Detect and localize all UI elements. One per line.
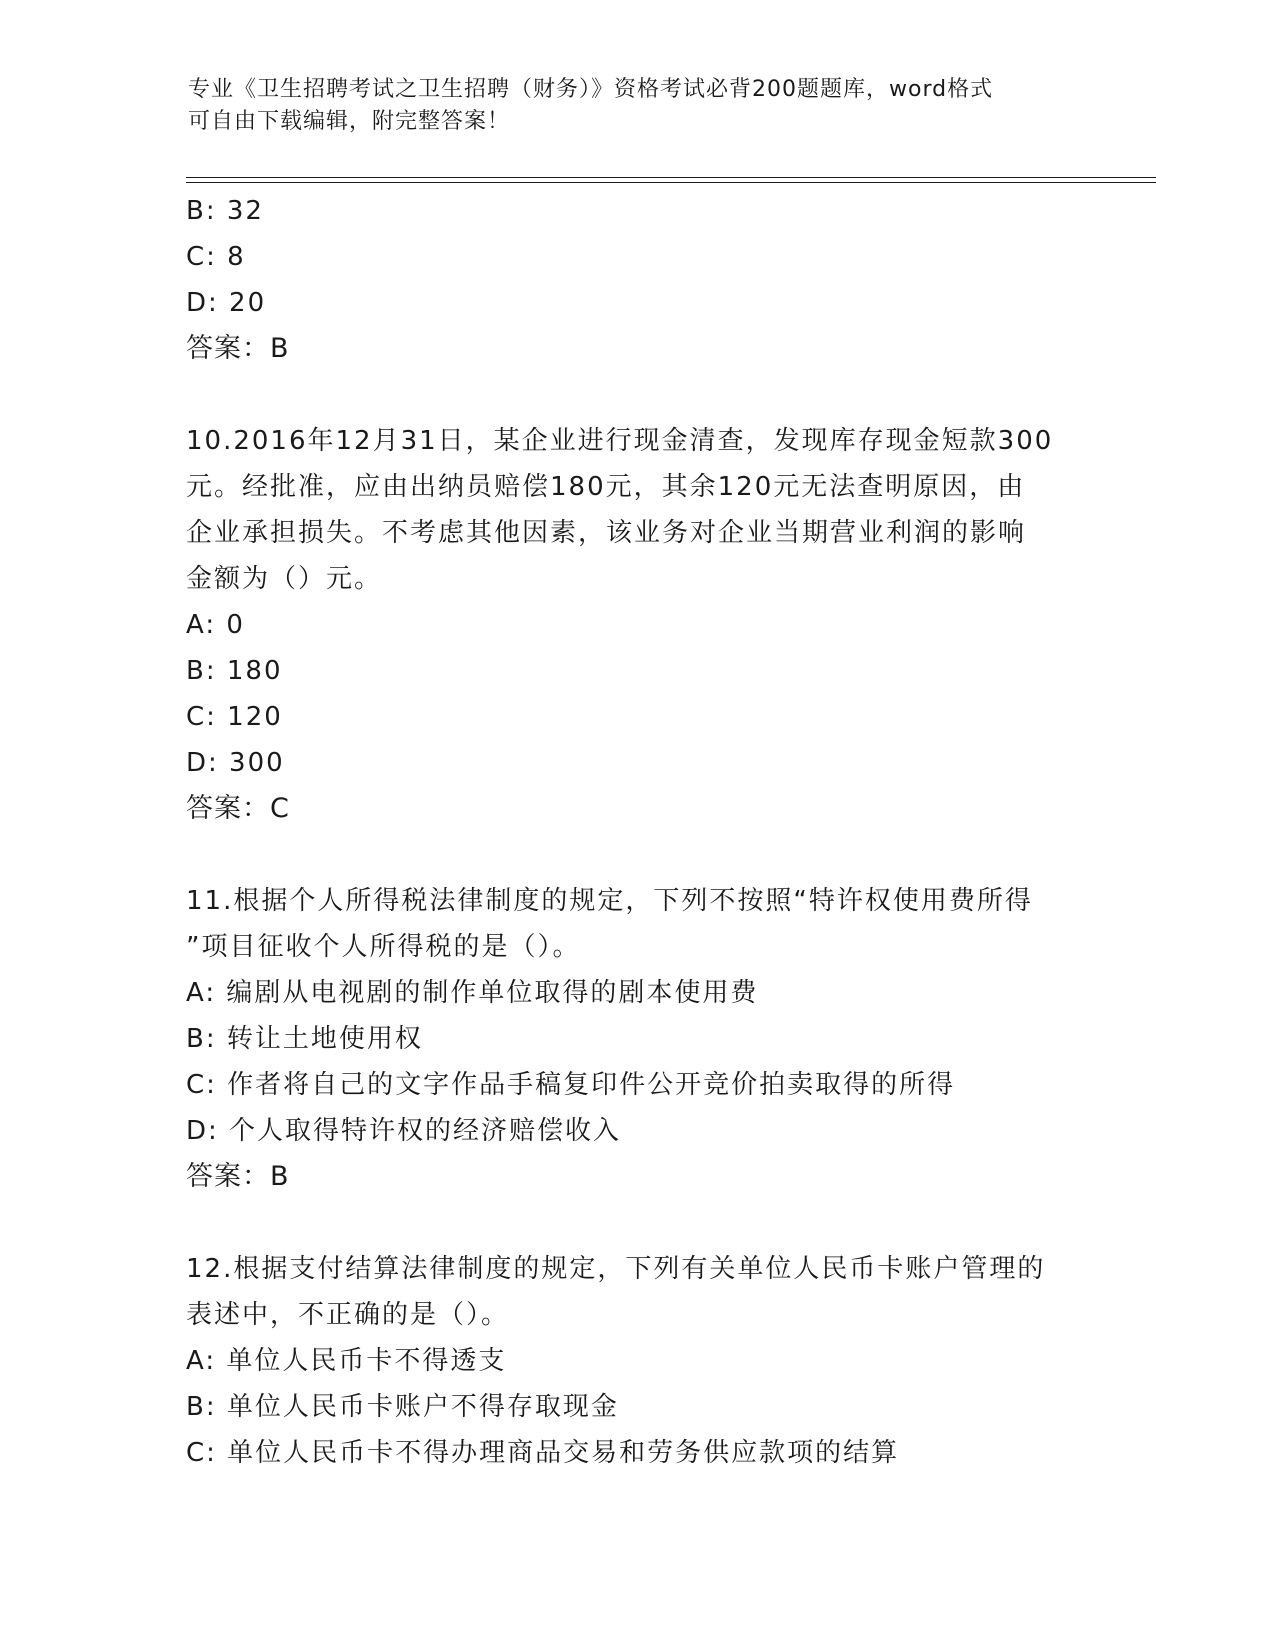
question-text-line: 12.根据支付结算法律制度的规定，下列有关单位人民币卡账户管理的 [186, 1254, 1046, 1284]
option-b: B: 180 [186, 656, 283, 686]
answer-line: 答案：C [186, 793, 290, 824]
question-text-line: 金额为（）元。 [186, 564, 383, 594]
header-rule-bottom [186, 182, 1156, 183]
option-b: B: 转让土地使用权 [186, 1024, 423, 1054]
option-d: D: 20 [186, 288, 267, 318]
question-12 [186, 1246, 1086, 1476]
option-d: D: 300 [186, 748, 285, 778]
spacer [186, 1200, 1086, 1246]
option-a: A: 0 [186, 610, 245, 640]
document-body [186, 188, 1086, 1476]
spacer [186, 372, 1086, 418]
question-11 [186, 878, 1086, 1200]
option-a: A: 编剧从电视剧的制作单位取得的剧本使用费 [186, 978, 759, 1008]
question-text-line: 元。经批准，应由出纳员赔偿180元，其余120元无法查明原因，由 [186, 472, 1026, 502]
option-d: D: 个人取得特许权的经济赔偿收入 [186, 1116, 622, 1146]
option-b: B: 单位人民币卡账户不得存取现金 [186, 1392, 619, 1422]
answer-line: 答案：B [186, 1161, 290, 1192]
header-line-2: 可自由下载编辑，附完整答案！ [188, 109, 511, 134]
option-c: C: 120 [186, 702, 283, 732]
answer-line: 答案：B [186, 333, 290, 364]
spacer [186, 832, 1086, 878]
question-text-line: 11.根据个人所得税法律制度的规定，下列不按照“特许权使用费所得 [186, 886, 1033, 916]
option-c: C: 8 [186, 242, 246, 272]
option-b: B: 32 [186, 196, 264, 226]
question-text-line: ”项目征收个人所得税的是（）。 [186, 932, 581, 962]
question-10 [186, 418, 1086, 832]
header-line-1: 专业《卫生招聘考试之卫生招聘（财务）》资格考试必背200题题库，word格式 [188, 77, 994, 102]
option-a: A: 单位人民币卡不得透支 [186, 1346, 507, 1376]
question-9-continued [186, 188, 1086, 372]
question-text-line: 10.2016年12月31日，某企业进行现金清查，发现库存现金短款300 [186, 426, 1054, 456]
document-header [188, 74, 1088, 138]
question-text-line: 表述中，不正确的是（）。 [186, 1300, 510, 1330]
option-c: C: 作者将自己的文字作品手稿复印件公开竞价拍卖取得的所得 [186, 1070, 956, 1100]
option-c: C: 单位人民币卡不得办理商品交易和劳务供应款项的结算 [186, 1438, 900, 1468]
question-text-line: 企业承担损失。不考虑其他因素，该业务对企业当期营业利润的影响 [186, 518, 1027, 548]
header-rule-top [186, 177, 1156, 178]
